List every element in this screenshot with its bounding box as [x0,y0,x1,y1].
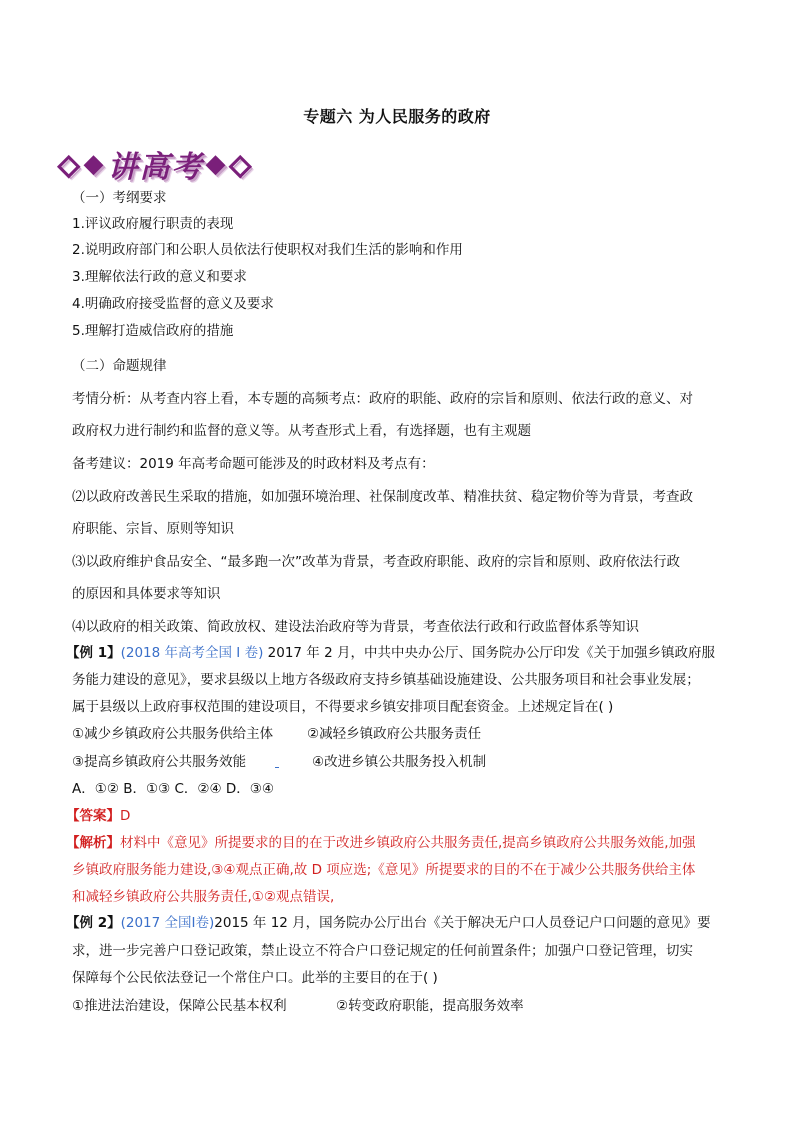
analysis-text: 材料中《意见》所提要求的目的在于改进乡镇政府公共服务责任,提高乡镇政府公共服务效能,加强 [120,835,696,851]
solid-diamond-icon: ◆ [83,149,106,179]
analysis-line: 考情分析：从考查内容上看，本专题的高频考点：政府的职能、政府的宗旨和原则、依法行政的意义、对 [72,391,693,407]
option-text: ②减轻乡镇政府公共服务责任 [307,726,482,742]
question-text: 2015 年 12 月，国务院办公厅出台《关于解决无户口人员登记户口问题的意见》要 [214,915,711,931]
suggestion-line: ⑵以政府改善民生采取的措施，如加强环境治理、社保制度改革、精准扶贫、稳定物价等为背景，考查政 [72,489,693,505]
example-question [66,643,715,663]
banner-text: 讲高考 [107,150,204,185]
question-text: 务能力建设的意见》，要求县级以上地方各级政府支持乡镇基础设施建设、公共服务项目和社会事业发展； [72,672,700,688]
list-item: 2.说明政府部门和公职人员依法行使职权对我们生活的影响和作用 [72,242,463,258]
suggestion-line: 的原因和具体要求等知识 [72,586,221,602]
answer-value: D [120,808,131,824]
section-heading: （二）命题规律 [72,358,167,374]
option-text: ④改进乡镇公共服务投入机制 [312,754,487,770]
list-item: 4.明确政府接受监督的意义及要求 [72,296,274,312]
answer-line [66,806,130,826]
answer-choices: A．①② B．①③ C．②④ D．③④ [72,781,275,797]
suggestion-line: 府职能、宗旨、原则等知识 [72,521,234,537]
hollow-diamond-icon: ◇ [229,147,254,181]
example-label: 【例 2】 [66,915,121,931]
analysis-line [66,833,696,853]
option-row [72,724,273,744]
example-source: (2017 全国Ⅰ卷) [120,915,215,931]
question-text: 保障每个公民依法登记一个常住户口。此举的主要目的在于( ) [72,970,438,986]
question-text: 求，进一步完善户口登记政策，禁止设立不符合户口登记规定的任何前置条件；加强户口登记管理，切实 [72,943,693,959]
option-text: ①推进法治建设，保障公民基本权利 [72,998,287,1014]
analysis-line: 乡镇政府服务能力建设,③④观点正确,故 D 项应选;《意见》所提要求的目的不在于减少公共服务供给主体 [72,862,696,878]
suggestion-intro: 备考建议：2019 年高考命题可能涉及的时政材料及考点有： [72,456,435,472]
question-text: 2017 年 2 月，中共中央办公厅、国务院办公厅印发《关于加强乡镇政府服 [267,645,715,661]
suggestion-line: ⑷以政府的相关政策、简政放权、建设法治政府等为背景，考查依法行政和行政监督体系等知识 [72,619,639,635]
list-item: 5.理解打造威信政府的措施 [72,323,234,339]
section-heading: （一）考纲要求 [72,190,167,206]
section-banner [58,142,253,186]
analysis-label: 【解析】 [66,835,120,851]
example-question [66,913,711,933]
list-item: 1.评议政府履行职责的表现 [72,216,234,232]
answer-label: 【答案】 [66,808,120,824]
suggestion-line: ⑶以政府维护食品安全、“最多跑一次”改革为背景，考查政府职能、政府的宗旨和原则、政府依法行政 [72,554,680,570]
option-text: ①减少乡镇政府公共服务供给主体 [72,726,274,742]
solid-diamond-icon: ◆ [205,149,228,179]
list-item: 3.理解依法行政的意义和要求 [72,269,247,285]
option-text: ③提高乡镇政府公共服务效能 [72,754,247,770]
analysis-line: 政府权力进行制约和监督的意义等。从考查形式上看，有选择题，也有主观题 [72,423,531,439]
stray-mark [275,767,279,768]
hollow-diamond-icon: ◇ [58,147,82,181]
example-source: (2018 年高考全国 I 卷) [120,645,264,661]
example-label: 【例 1】 [66,645,121,661]
page-title: 专题六 为人民服务的政府 [303,107,491,126]
analysis-line: 和减轻乡镇政府公共服务责任,①②观点错误, [72,889,335,905]
option-text: ②转变政府职能，提高服务效率 [336,998,524,1014]
question-text: 属于县级以上政府事权范围的建设项目，不得要求乡镇安排项目配套资金。上述规定旨在( ) [72,699,614,715]
